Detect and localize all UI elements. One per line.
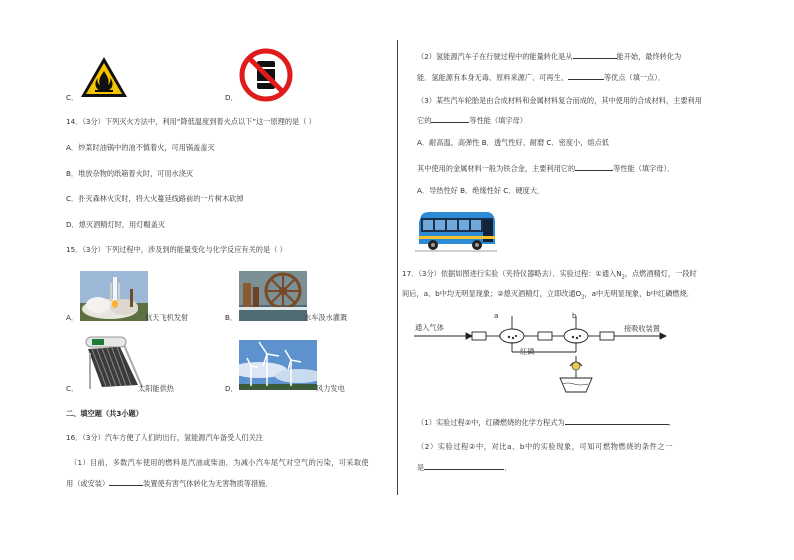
q16-part2-line1-start: （2）氢能源汽车子在行驶过程中的能量转化是从	[417, 52, 573, 61]
q17-part1-start: （1）实验过程②中，红磷燃烧的化学方程式为	[417, 418, 565, 427]
q16-part3-line4	[417, 163, 674, 172]
diagram-bulb-b-label: b	[572, 311, 577, 320]
q16-part1-line2-start: 用（或安装）	[66, 479, 110, 488]
q17-part1-blank[interactable]	[565, 417, 669, 425]
wind-turbines-photo	[239, 340, 317, 390]
q16-part3-line4-end: 等性能（填字母）．	[613, 164, 675, 173]
q17-part2-line2	[417, 462, 511, 471]
q15-option-c-letter: C．	[66, 384, 79, 393]
bus-photo	[415, 208, 497, 254]
q17-line1-subscript: 2	[621, 274, 625, 281]
q17-line1-start: 17．（3分）依据如图进行实验（夹持仪器略去）．实验过程：①通入N	[402, 269, 622, 278]
q17-part1-end: ．	[668, 418, 676, 427]
q17-line1-end: ，点燃酒精灯，一段时	[624, 269, 697, 278]
q16-part1-line1: （1）目前，多数汽车使用的燃料是汽油或柴油．为减小汽车尾气对空气的污染，可采取使	[70, 458, 369, 467]
q16-stem: 16．（3分）汽车方便了人们的出行，氢能源汽车备受人们关注	[66, 433, 263, 442]
diagram-bulb-a-label: a	[494, 311, 499, 320]
q16-part3-line2	[417, 115, 527, 124]
q15-option-d-letter: D．	[225, 384, 238, 393]
q17-part2-blank[interactable]	[424, 462, 504, 470]
q16-part3-options: A．耐高温、高弹性 B．透气性好、耐磨 C．密度小，熔点低	[417, 138, 609, 147]
q15-option-b-caption: 水车汲水灌溉	[304, 313, 348, 322]
q16-part1-line2-end: 装置使有害气体转化为无害物质等措施．	[143, 479, 273, 488]
q16-part3-blank1[interactable]	[431, 115, 469, 123]
q15-option-c-caption: 太阳能供热	[138, 384, 174, 393]
q15-option-a-letter: A．	[66, 313, 79, 322]
q14-option-c: C．扑灭森林火灾时，将大火蔓延线路前的一片树木砍掉	[66, 194, 244, 203]
q14-stem: 14．（3分）下列灭火方法中，利用“降低温度到着火点以下”这一原理的是（ ）	[66, 117, 316, 126]
solar-heater-photo	[80, 333, 150, 391]
q16-part1-line2	[66, 478, 273, 487]
q16-part2-line2	[417, 72, 665, 81]
q14-option-b: B．堆放杂物的纸箱着火时，可用水浇灭	[66, 169, 194, 178]
q17-line2-start: 间后，a、b中均无明显现象；②熄灭酒精灯，立即改通O	[402, 289, 582, 298]
shuttle-launch-photo	[80, 271, 148, 321]
column-divider	[397, 40, 398, 495]
q16-part3-blank2[interactable]	[575, 163, 613, 171]
q15-option-d-caption: 风力发电	[316, 384, 345, 393]
q17-part2-line2-end: ．	[504, 463, 512, 472]
q17-part1	[417, 417, 676, 426]
q16-part2-blank2[interactable]	[568, 72, 604, 80]
q17-line2-end: ，a中无明显现象，b中红磷燃烧．	[584, 289, 694, 298]
q16-part2-blank1[interactable]	[573, 51, 617, 59]
experiment-apparatus-diagram	[410, 306, 700, 398]
q17-line2	[402, 290, 694, 300]
q16-part3-line1: （3）某些汽车轮胎是由合成材料和金属材料复合而成的，其中使用的合成材料，主要利用	[417, 96, 702, 105]
water-wheel-photo	[239, 271, 307, 321]
q15-stem: 15．（3分）下列过程中，涉及到的能量变化与化学反应有关的是（ ）	[66, 245, 287, 254]
option-d-label: D．	[225, 93, 238, 102]
no-flammable-barrel-icon	[237, 47, 295, 103]
q16-part3-options2: A．导热性好 B．绝缘性好 C．硬度大．	[417, 186, 545, 195]
diagram-red-phosphorus-label: 红磷	[520, 347, 535, 356]
diagram-outlet-label: 接吸收装置	[624, 324, 660, 333]
q17-part2-line2-start: 是	[417, 463, 425, 472]
q14-option-a: A．炒菜时油锅中的油不慎着火，可用锅盖盖灭	[66, 143, 215, 152]
q17-line2-subscript: 2	[581, 294, 585, 301]
q16-part3-line4-start: 其中使用的金属材料一般为铁合金，主要利用它的	[417, 164, 576, 173]
q15-option-b-letter: B．	[225, 313, 238, 322]
diagram-inlet-label: 通入气体	[415, 323, 444, 332]
flammable-warning-icon	[79, 55, 129, 99]
q16-part2-line1	[417, 51, 681, 60]
q16-part2-line2-start: 能．氢能源有本身无毒、原料来源广、可再生、	[417, 73, 568, 82]
q16-part2-line1-end: 能开始，最终转化为	[616, 52, 682, 61]
q16-part2-line2-end: 等优点（填一点）．	[603, 73, 666, 82]
q14-option-d: D．熄灭酒精灯时，用灯帽盖灭	[66, 220, 165, 229]
q15-option-a-caption: 航天飞机发射	[145, 313, 189, 322]
q17-line1	[402, 270, 697, 280]
section-heading-fill-in: 二、填空题（共3小题）	[66, 409, 143, 418]
q16-part3-line2-start: 它的	[417, 116, 432, 125]
q16-part1-blank[interactable]	[109, 478, 143, 486]
option-c-label: C．	[66, 93, 79, 102]
q17-part2-line1: （2）实验过程②中，对比a、b中的实验现象，可知可燃物燃烧的条件之一	[417, 442, 674, 451]
q16-part3-line2-end: 等性能（填字母）	[469, 116, 527, 125]
